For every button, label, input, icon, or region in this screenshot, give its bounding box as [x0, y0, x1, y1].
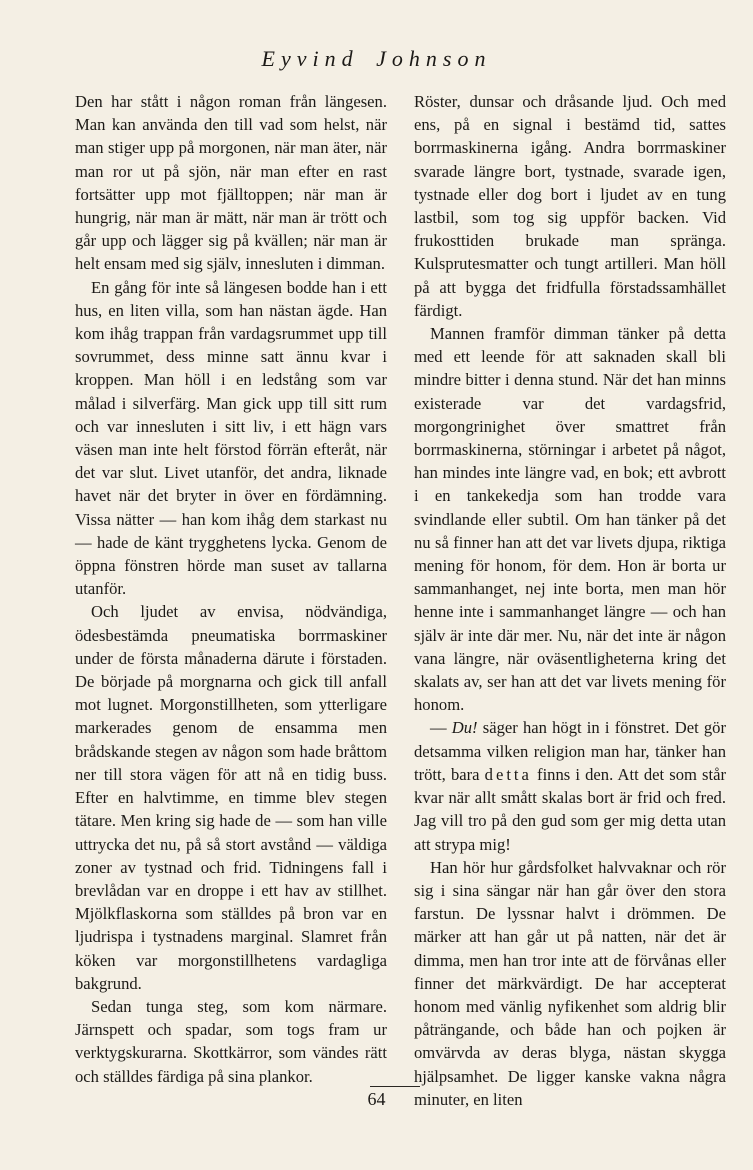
paragraph — [414, 716, 726, 855]
paragraph: Sedan tunga steg, som kom närmare. Järnspett och spadar, som togs fram ur verktygskurarna. Skottkärror, som vändes rätt och ställdes färdiga på sina plankor. — [75, 996, 387, 1086]
italic-word: Du! — [451, 718, 478, 738]
page-number: 64 — [367, 1089, 386, 1109]
left-column — [75, 90, 387, 1088]
right-column — [414, 90, 726, 1111]
paragraph: Han hör hur gårdsfolket halvvaknar och rör sig i sina sängar när han går över den stora farstun. De lyssnar halvt i drömmen. De märker att han går ut på natten, när det är dimma, men han tror inte att de förvånas eller finner det märkvärdigt. De har accepterat honom med vänlig nyfikenhet som aldrig blir påträngande, och både han och pojken är omvärvda av deras blyga, nästan skygga hjälpsamhet. De ligger kanske vakna några minuter, en liten — [414, 857, 726, 1109]
paragraph: En gång för inte så längesen bodde han i ett hus, en liten villa, som han nästan ägde. Han kom ihåg trappan från vardagsrummet upp till sovrummet, dess minne satt ännu kvar i kroppen. Man höll i en ledstång som var målad i silverfärg. Man gick upp till sitt rum och var innesluten i sitt liv, i ett hägn vars väsen man inte helt förstod förrän efteråt, när det var slut. Livet utanför, det andra, liknade havet när det bryter in över en fördämning. Vissa nätter — han kom ihåg dem starkast nu — hade de känt trygghetens lycka. Genom de öppna fönstren hörde man suset av tallarna utanför. — [75, 277, 387, 599]
paragraph-text: finns i den. Att det som står kvar när allt smått skalas bort är frid och fred. Jag vill tro på den gud som ger mig detta utan att strypa mig! — [414, 764, 727, 854]
paragraph: Röster, dunsar och dråsande ljud. Och med ens, på en signal i bestämd tid, sattes borrmaskinerna igång. Andra borrmaskiner svarade längre bort, tystnade, svarade igen, tystnade eller dog bort i ljudet av en tung lastbil, som tog sig uppför backen. Vid frukosttiden brukade man spränga. Kulsprutesmatter och tungt artilleri. Man höll på att bygga det fridfulla förstadssamhället färdigt. — [414, 92, 726, 320]
paragraph: Mannen framför dimman tänker på detta med ett leende för att saknaden skall bli mindre bitter i denna stund. När det han minns existerade var det vardagsfrid, morgongrinighet över smattret från borrmaskinerna, störningar i arbetet på något, han mindes inte längre vad, en bok; ett avbrott i en tankekedja som han trodde vara svindlande eller subtil. Om han tänker på det nu så finner han att det var livets djupa, riktiga mening för honom, för dem. Hon är borta ur sammanhanget, nej inte borta, men man hör henne inte i sammanhanget längre — och han själv är inte där mer. Nu, när det inte är någon vana längre, när oväsentligheterna kring det skalats av, ser han att det var livets mening för honom. — [414, 324, 726, 715]
paragraph: Och ljudet av envisa, nödvändiga, ödesbestämda pneumatiska borrmaskiner under de första månaderna därute i förstaden. De började på morgnarna och gick till anfall mot lugnet. Morgonstillheten, som ytterligare markerades genom de ensamma men brådskande stegen av någon som hade bråttom ner till stora vägen för att nå en tidig buss. Efter en halvtimme, en timme blev stegen tätare. Men kring sig hade de — som han ville uttrycka det nu, på så stort avstånd — väldiga zoner av tystnad och frid. Tidningens fall i brevlådan var en droppe i ett hav av stillhet. Mjölkflaskorna som ställdes på bron var en ljudrispa i tystnadens marginal. Slamret från köken var morgonstillhetens vardagliga bakgrund. — [75, 602, 387, 993]
letterspaced-word: detta — [484, 764, 532, 784]
paragraph: Den har stått i någon roman från längesen. Man kan använda den till vad som helst, när man stiger upp på morgonen, när man äter, när man ror ut på sjön, när man efter en rast fortsätter upp mot fjälltoppen; när man är hungrig, när man är mätt, när man är trött och går upp och lägger sig på kvällen; när man är helt ensam med sig själv, innesluten i dimman. — [75, 92, 387, 274]
paragraph-text: säger han högt in i fönstret. Det gör detsamma vilken religion man har, tänker han trött, bara — [414, 718, 726, 784]
dialogue-dash: — — [430, 718, 452, 738]
running-head: Eyvind Johnson — [261, 46, 492, 71]
folio-rule — [370, 1086, 420, 1087]
